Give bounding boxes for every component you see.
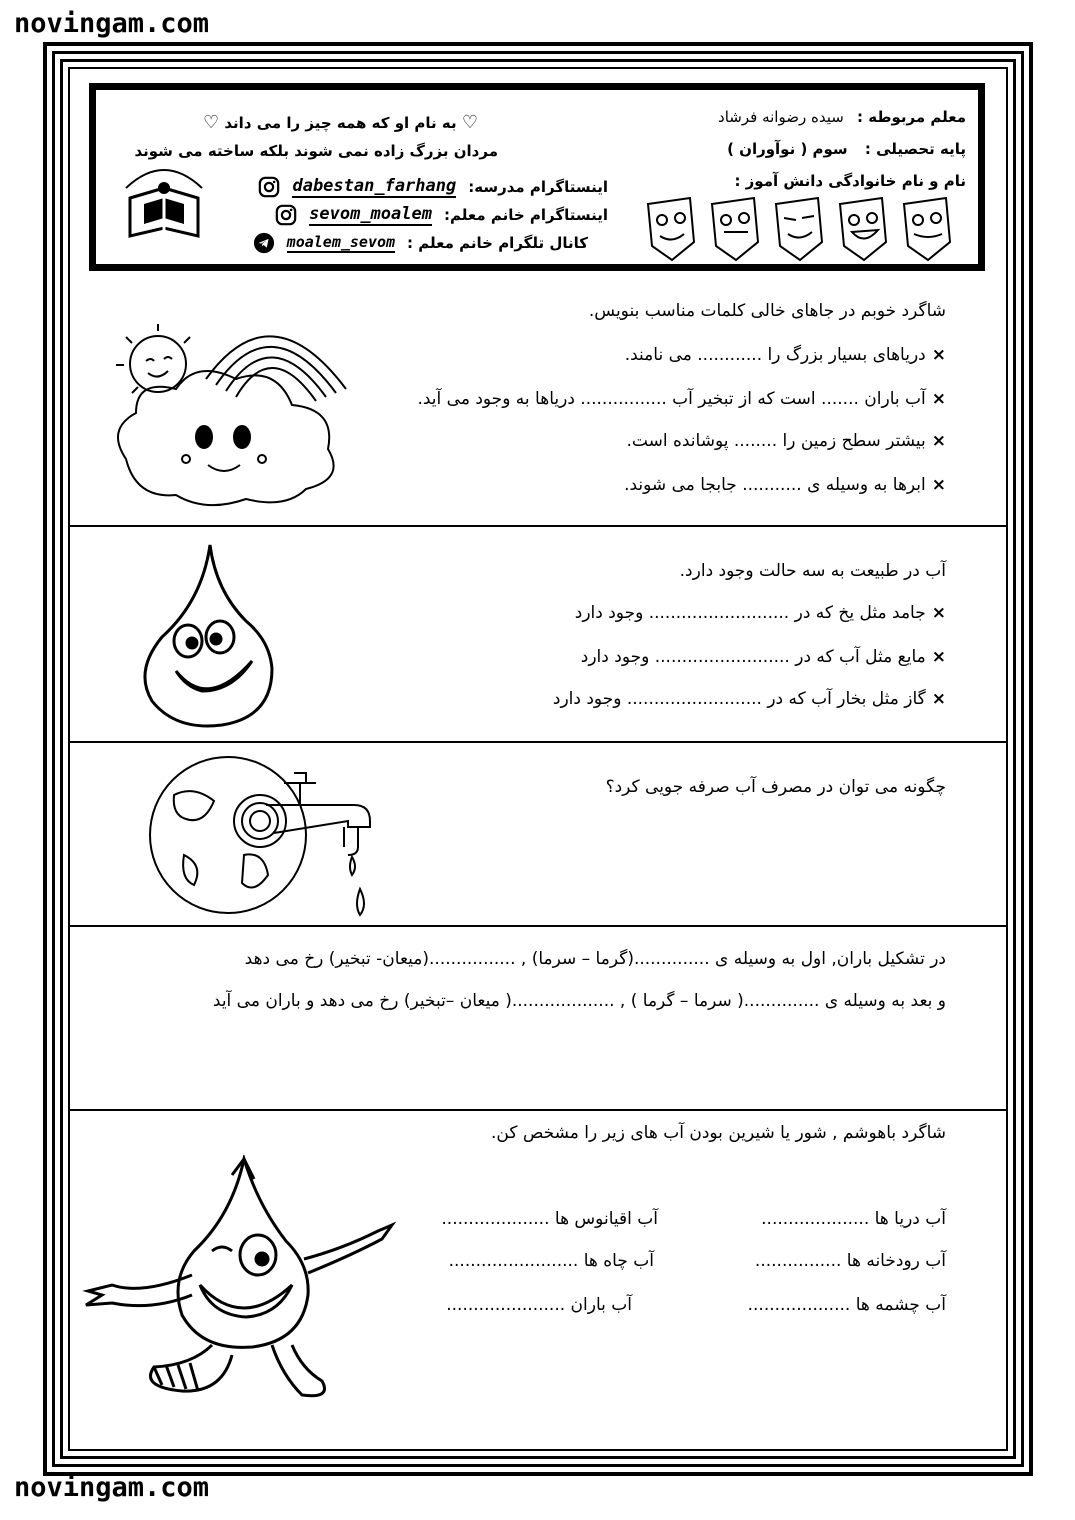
- section-title: شاگرد خوبم در جاهای خالی کلمات مناسب بنویس.: [588, 301, 946, 321]
- list-item: [625, 345, 946, 365]
- bullet: ×: [931, 389, 946, 409]
- water-states-section: [70, 527, 1006, 743]
- section-title: شاگرد باهوشم , شور یا شیرین بودن آب های زیر را مشخص کن.: [490, 1123, 946, 1143]
- teacher-row: [718, 108, 966, 126]
- item-text: گاز مثل بخار آب که در ......................... وجود دارد: [552, 689, 926, 709]
- heart-icon: ♡: [203, 112, 220, 133]
- list-item: آب چاه ها ........................: [448, 1251, 654, 1271]
- bullet: ×: [931, 603, 946, 623]
- telegram-icon: [253, 232, 275, 254]
- teacher-insta-handle: sevom_moalem: [309, 204, 432, 224]
- question-text: چگونه می توان در مصرف آب صرفه جویی کرد؟: [605, 777, 946, 797]
- teacher-instagram-row: [275, 204, 608, 226]
- telegram-handle: moalem_sevom: [286, 233, 396, 251]
- grade-value: سوم ( نوآوران ): [727, 140, 848, 158]
- item-text: دریاهای بسیار بزرگ را ............ می نامند.: [624, 345, 926, 365]
- list-item: آب دریا ها ....................: [761, 1209, 946, 1229]
- salty-fresh-section: [70, 1111, 1006, 1449]
- telegram-label: کانال تلگرام خانم معلم :: [407, 234, 588, 252]
- fill-blanks-section: [70, 271, 1006, 527]
- item-text: جامد مثل یخ که در .......................... وجود دارد: [574, 603, 926, 623]
- slogan-line-1: [203, 112, 478, 133]
- water-saving-section: [70, 743, 1006, 927]
- rain-line-2: و بعد به وسیله ی ..............( سرما – گرما ) , ...................( میعان –تبخیر) رخ می دهد و باران می آید: [212, 991, 946, 1011]
- walking-drop-icon: [82, 1155, 402, 1405]
- list-item: آب چشمه ها ...................: [747, 1295, 946, 1315]
- slogan-text: به نام او که همه چیز را می داند: [224, 114, 457, 132]
- school-logo-icon: [116, 158, 212, 242]
- bullet: ×: [931, 345, 946, 365]
- school-instagram-row: [258, 176, 608, 198]
- list-item: آب اقیانوس ها ....................: [441, 1209, 658, 1229]
- watermark-bottom: novingam.com: [14, 1472, 210, 1503]
- teacher-insta-label: اینستاگرام خانم معلم:: [443, 206, 608, 224]
- list-item: [627, 431, 947, 451]
- bullet: ×: [931, 689, 946, 709]
- school-insta-handle: dabestan_farhang: [292, 176, 457, 196]
- rain-formation-section: [70, 927, 1006, 1111]
- item-text: آب باران ....... است که از تبخیر آب ................ دریاها به وجود می آید.: [417, 389, 926, 409]
- earth-faucet-icon: [134, 755, 394, 925]
- cloud-rainbow-icon: [96, 309, 386, 509]
- bullet: ×: [931, 431, 946, 451]
- school-insta-label: اینستاگرام مدرسه:: [468, 178, 608, 196]
- instagram-icon: [258, 176, 280, 198]
- student-name-label: نام و نام خانوادگی دانش آموز :: [734, 172, 966, 190]
- instagram-icon: [275, 204, 297, 226]
- grade-label: پایه تحصیلی :: [864, 140, 966, 158]
- item-text: بیشتر سطح زمین را ........ پوشانده است.: [626, 431, 926, 451]
- section-title: آب در طبیعت به سه حالت وجود دارد.: [679, 561, 946, 581]
- list-item: آب باران ......................: [446, 1295, 632, 1315]
- bullet: ×: [931, 647, 946, 667]
- worksheet-header: [89, 83, 985, 271]
- item-text: مایع مثل آب که در ......................... وجود دارد: [580, 647, 926, 667]
- heart-icon: ♡: [461, 112, 478, 133]
- teacher-label: معلم مربوطه :: [857, 108, 966, 126]
- pencil-faces-icon: [636, 196, 966, 262]
- list-item: [417, 389, 946, 409]
- bullet: ×: [931, 475, 946, 495]
- item-text: ابرها به وسیله ی ........... جابجا می شوند.: [624, 475, 926, 495]
- slogan-line-2: مردان بزرگ زاده نمی شوند بلکه ساخته می شوند: [134, 142, 498, 160]
- grade-row: [727, 140, 966, 158]
- watermark-top: novingam.com: [14, 8, 210, 39]
- rain-line-1: در تشکیل باران, اول به وسیله ی ..............(گرما – سرما) , ................(میعان- تبخیر) رخ می دهد: [244, 949, 946, 969]
- list-item: [575, 603, 946, 623]
- water-drop-icon: [132, 541, 282, 731]
- telegram-row: [253, 232, 588, 254]
- list-item: آب رودخانه ها ................: [754, 1251, 946, 1271]
- list-item: [553, 689, 946, 709]
- teacher-name: سیده رضوانه فرشاد: [718, 108, 844, 126]
- list-item: [581, 647, 946, 667]
- list-item: [624, 475, 946, 495]
